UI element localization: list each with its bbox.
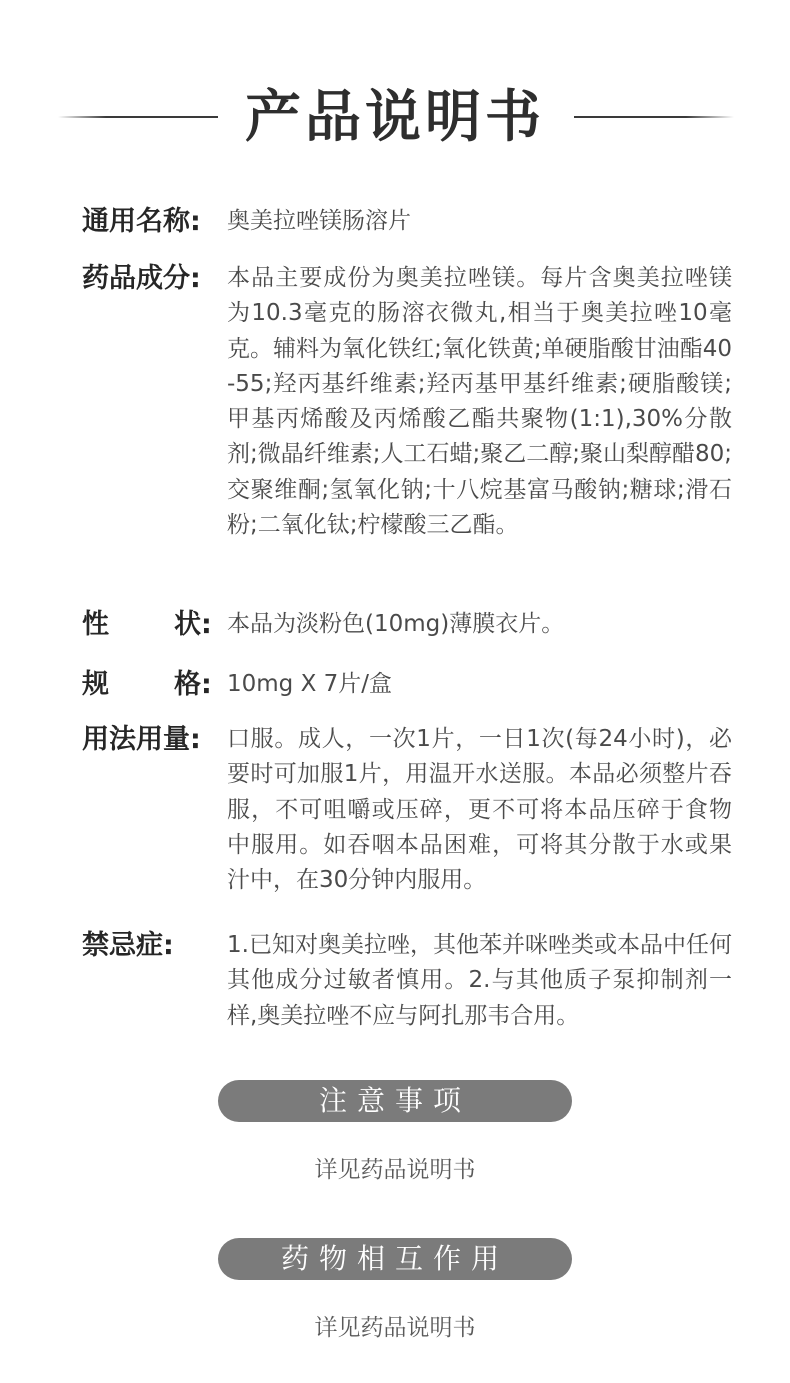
field-label: 药品成分: [82,263,201,294]
field-dosage [82,722,732,898]
field-value: 奥美拉唑镁肠溶片 [227,208,411,234]
section-heading-precautions: 注意事项 [218,1080,572,1122]
section-note-interactions: 详见药品说明书 [314,1315,476,1341]
title-block [0,78,790,158]
field-label: 用法用量: [82,724,201,755]
title-divider-left [58,116,218,118]
title-divider-right [574,116,734,118]
field-value: 本品主要成份为奥美拉唑镁。每片含奥美拉唑镁为10.3毫克的肠溶衣微丸,相当于奥美拉唑10毫克。辅料为氧化铁红;氧化铁黄;单硬脂酸甘油酯40-55;羟丙基纤维素;羟丙基甲基纤维素;硬脂酸镁;甲基丙烯酸及丙烯酸乙酯共聚物(1:1),30%分散剂;微晶纤维素;人工石蜡;聚乙二醇;聚山梨醇醋80;交聚维酮;氢氧化钠;十八烷基富马酸钠;糖球;滑石粉;二氧化钛;柠檬酸三乙酯。 [227,265,733,539]
field-generic-name [82,204,732,240]
field-label-part: 格: [174,669,212,700]
field-label-part: 性 [82,609,109,640]
field-label-part: 状: [174,609,212,640]
field-specification [82,667,732,703]
field-ingredients [82,261,732,543]
field-label [82,607,227,643]
field-value: 本品为淡粉色(10mg)薄膜衣片。 [227,611,565,637]
field-label: 通用名称: [82,206,201,237]
field-label [82,667,227,703]
section-note-precautions: 详见药品说明书 [314,1157,476,1183]
page-title: 产品说明书 [245,85,545,150]
field-value: 口服。成人，一次1片，一日1次(每24小时)，必要时可加服1片，用温开水送服。本品必须整片吞服，不可咀嚼或压碎，更不可将本品压碎于食物中服用。如吞咽本品困难，可将其分散于水或果汁中，在30分钟内服用。 [227,726,732,894]
field-label-part: 规 [82,669,109,700]
field-value: 1.已知对奥美拉唑，其他苯并咪唑类或本品中任何其他成分过敏者慎用。2.与其他质子泵抑制剂一样,奥美拉唑不应与阿扎那韦合用。 [227,932,732,1029]
field-contraindications [82,928,732,1034]
section-heading-interactions: 药物相互作用 [218,1238,572,1280]
field-value: 10mg X 7片/盒 [227,671,393,697]
field-label: 禁忌症: [82,930,174,961]
field-appearance [82,607,732,643]
